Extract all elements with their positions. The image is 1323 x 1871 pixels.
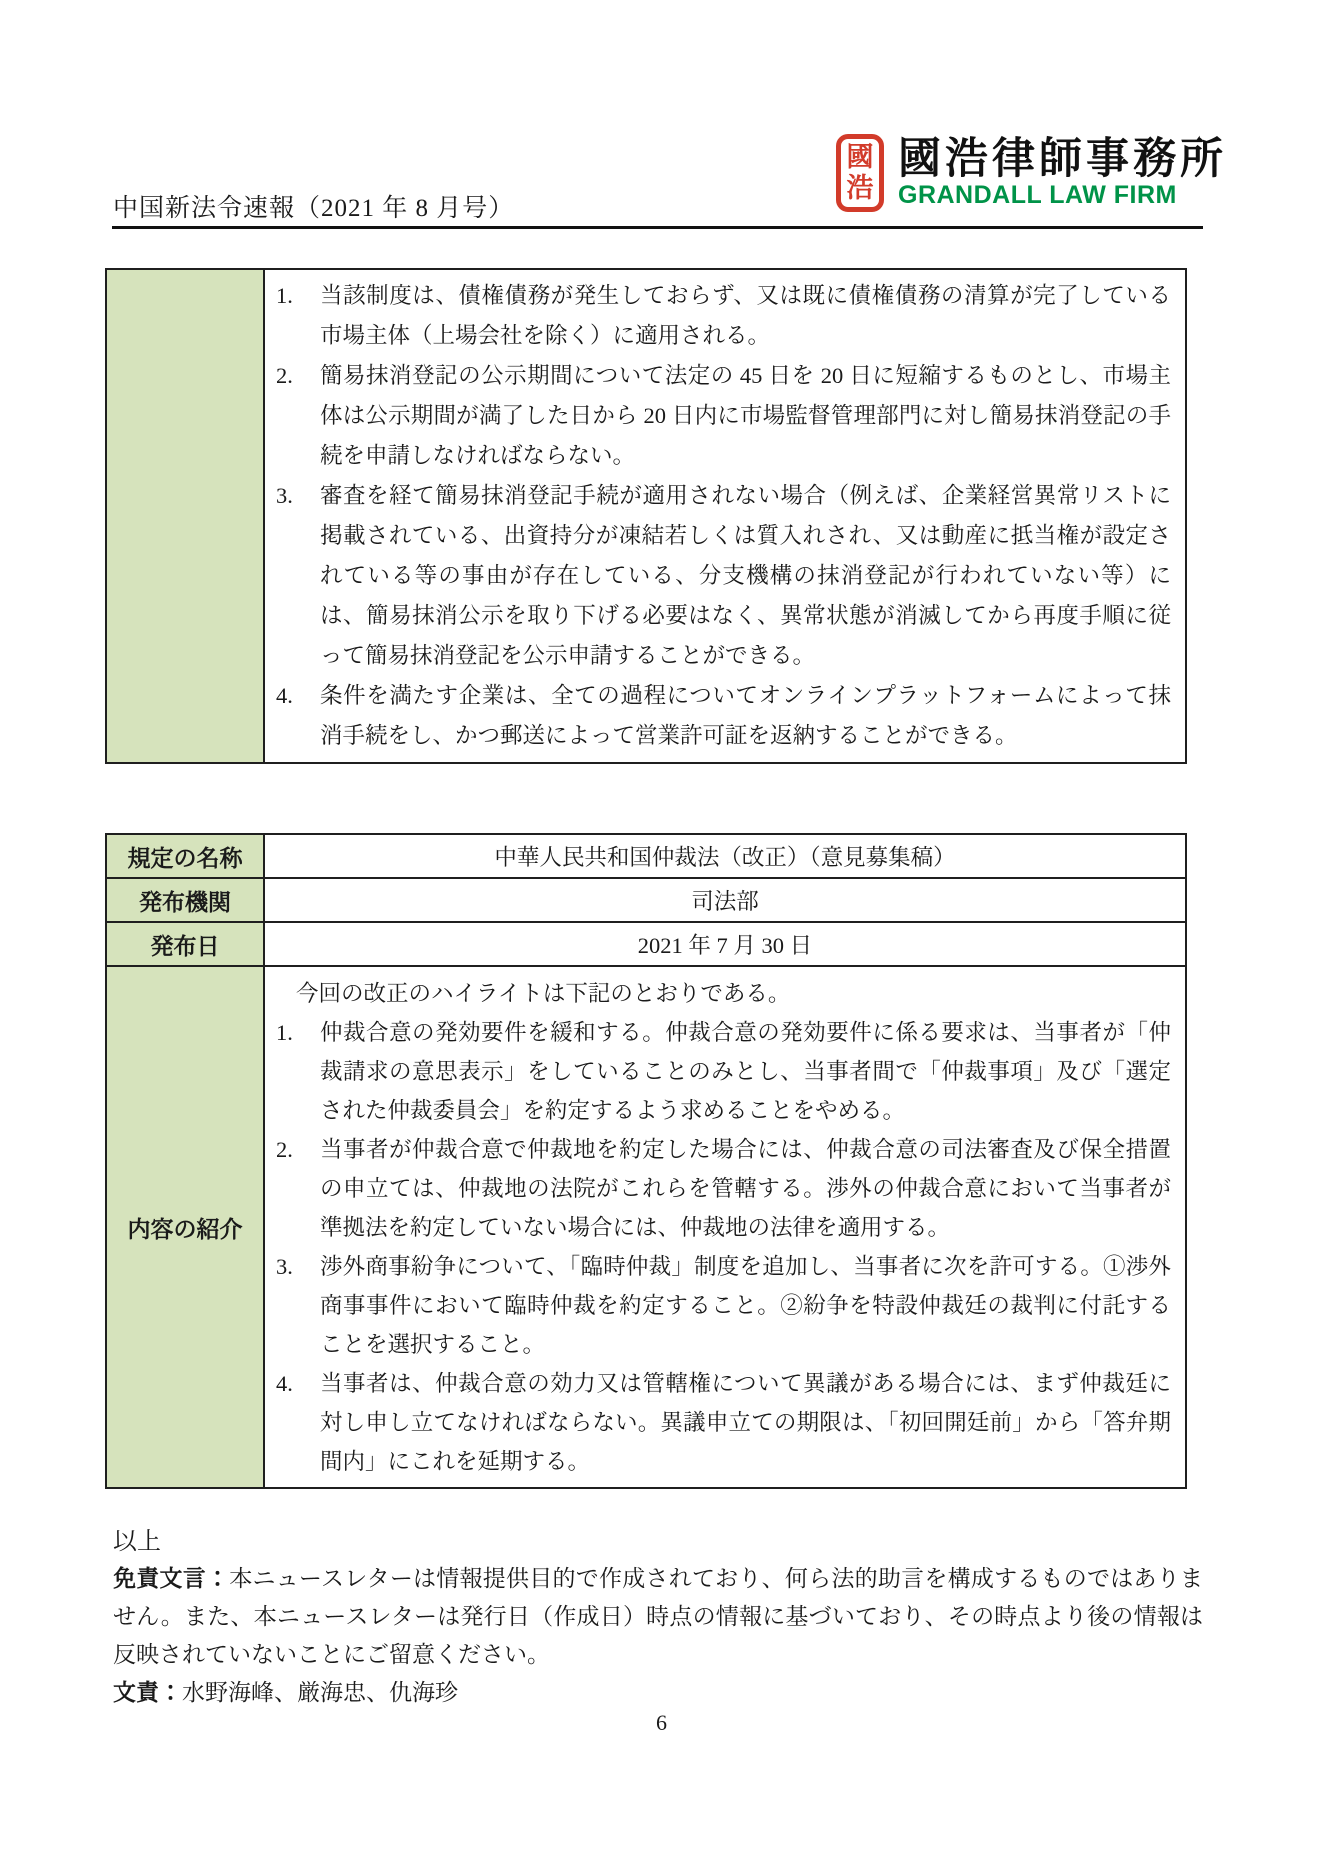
regulation-table — [105, 833, 1187, 1489]
issue-title: 中国新法令速報（2021 年 8 月号） — [113, 195, 515, 222]
firm-name-en: GRANDALL LAW FIRM — [898, 180, 1177, 209]
table-row — [107, 923, 1185, 967]
list-item — [265, 1247, 1171, 1364]
list-item — [265, 476, 1171, 676]
table-row — [107, 967, 1185, 1487]
list-item — [265, 1130, 1171, 1247]
firm-name-block — [898, 134, 1227, 210]
disclaimer-label: 免責文言： — [113, 1566, 230, 1591]
continuation-table-content — [265, 270, 1185, 762]
authors-line — [113, 1674, 1203, 1712]
list-item — [265, 676, 1171, 756]
firm-name-cjk: 國浩律師事務所 — [898, 134, 1227, 183]
list-item-number: 4. — [276, 683, 293, 708]
list-item-text: 簡易抹消登記の公示期間について法定の 45 日を 20 日に短縮するものとし、市場主体は公示期間が満了した日から 20 日内に市場監督管理部門に対し簡易抹消登記の手続を申請しなければならない。 — [320, 363, 1171, 468]
list-item-text: 当該制度は、債権債務が発生しておらず、又は既に債権債務の清算が完了している市場主体（上場会社を除く）に適用される。 — [320, 283, 1171, 348]
authors-names: 水野海峰、厳海忠、仇海珍 — [182, 1680, 458, 1705]
seal-char-bottom: 浩 — [846, 173, 874, 203]
list-item-text: 条件を満たす企業は、全ての過程についてオンラインプラットフォームによって抹消手続をし、かつ郵送によって営業許可証を返納することができる。 — [320, 683, 1171, 748]
list-item-number: 3. — [276, 483, 293, 508]
continuation-table — [105, 268, 1187, 764]
list-item-text: 当事者が仲裁合意で仲裁地を約定した場合には、仲裁合意の司法審査及び保全措置の申立ては、仲裁地の法院がこれらを管轄する。渉外の仲裁合意において当事者が準拠法を約定していない場合には、仲裁地の法律を適用する。 — [320, 1137, 1171, 1240]
firm-logo — [836, 134, 1227, 212]
row-value-issuing-authority: 司法部 — [691, 889, 759, 914]
list-item — [265, 276, 1171, 356]
list-item-text: 当事者は、仲裁合意の効力又は管轄権について異議がある場合には、まず仲裁廷に対し申し立てなければならない。異議申立ての期限は、「初回開廷前」から「答弁期間内」にこれを延期する。 — [320, 1371, 1171, 1474]
list-item — [265, 1013, 1171, 1130]
seal-char-top: 國 — [846, 141, 874, 172]
disclaimer-paragraph — [113, 1560, 1203, 1674]
row-label-issuing-authority: 発布機関 — [107, 879, 265, 921]
list-item-text: 仲裁合意の発効要件を緩和する。仲裁合意の発効要件に係る要求は、当事者が「仲裁請求の意思表示」をしていることのみとし、当事者間で「仲裁事項」及び「選定された仲裁委員会」を約定するよう求めることをやめる。 — [320, 1020, 1171, 1123]
row-value-regulation-name: 中華人民共和国仲裁法（改正）（意見募集稿） — [494, 845, 956, 870]
content-intro-line: 今回の改正のハイライトは下記のとおりである。 — [296, 981, 791, 1006]
list-item — [265, 1364, 1171, 1481]
page-footer — [113, 1524, 1203, 1712]
list-item — [265, 356, 1171, 476]
row-label-regulation-name: 規定の名称 — [107, 835, 265, 877]
page-number: 6 — [656, 1710, 667, 1735]
list-item-text: 渉外商事紛争について、「臨時仲裁」制度を追加し、当事者に次を許可する。①渉外商事事件において臨時仲裁を約定すること。②紛争を特設仲裁廷の裁判に付託することを選択すること。 — [320, 1254, 1171, 1357]
table-row — [107, 835, 1185, 879]
header-divider — [112, 226, 1203, 229]
list-item-number: 1. — [276, 283, 293, 308]
row-value-issue-date: 2021 年 7 月 30 日 — [637, 933, 813, 958]
closing-text: 以上 — [113, 1529, 161, 1555]
authors-label: 文責： — [113, 1680, 182, 1705]
list-item-number: 3. — [276, 1254, 293, 1279]
list-item-text: 審査を経て簡易抹消登記手続が適用されない場合（例えば、企業経営異常リストに掲載されている、出資持分が凍結若しくは質入れされ、又は動産に抵当権が設定されている等の事由が存在している、分支機構の抹消登記が行われていない等）には、簡易抹消公示を取り下げる必要はなく、異常状態が消滅してから再度手順に従って簡易抹消登記を公示申請することができる。 — [320, 483, 1171, 668]
content-introduction-cell — [265, 967, 1185, 1487]
disclaimer-text: 本ニュースレターは情報提供目的で作成されており、何ら法的助言を構成するものではありません。また、本ニュースレターは発行日（作成日）時点の情報に基づいており、その時点より後の情報は反映されていないことにご留意ください。 — [113, 1566, 1203, 1667]
list-item-number: 1. — [276, 1020, 293, 1045]
row-label-issue-date: 発布日 — [107, 923, 265, 965]
row-label-content-intro: 内容の紹介 — [107, 967, 265, 1487]
continuation-table-label-cell — [107, 270, 265, 762]
list-item-number: 4. — [276, 1371, 293, 1396]
table-row — [107, 879, 1185, 923]
list-item-number: 2. — [276, 363, 293, 388]
list-item-number: 2. — [276, 1137, 293, 1162]
grandall-seal-icon — [836, 134, 884, 212]
